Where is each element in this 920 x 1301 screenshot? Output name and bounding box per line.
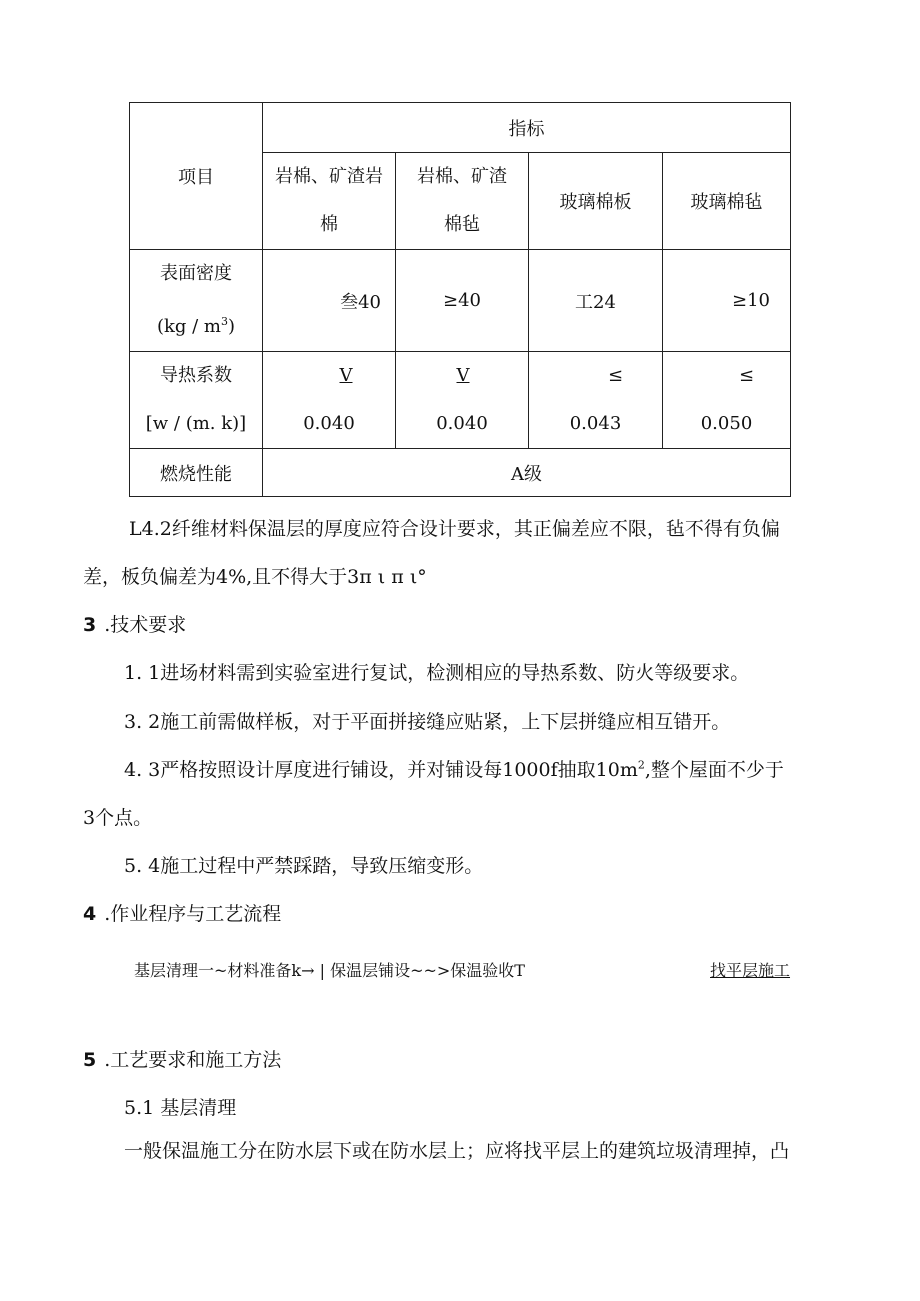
fire-value: A级 bbox=[263, 449, 791, 497]
conductivity-cell bbox=[263, 352, 396, 449]
section-4-number: 4 bbox=[83, 903, 97, 925]
col-glasswool-board: 玻璃棉板 bbox=[529, 153, 663, 250]
section-5-number: 5 bbox=[83, 1049, 97, 1071]
section-5-title: .工艺要求和施工方法 bbox=[104, 1049, 282, 1071]
col-2-line-1: 岩棉、矿渣 bbox=[417, 166, 507, 187]
para-1-4-2-line-2: 差，板负偏差为4%,且不得大于3π ι π ι° bbox=[83, 566, 427, 588]
process-flow: 基层清理一~材料准备k→ | 保温层铺设~~>保温验收T bbox=[134, 961, 525, 980]
row-density-label bbox=[130, 250, 263, 352]
conductivity-label-2: [w / (m. k)] bbox=[145, 413, 247, 434]
header-item: 项目 bbox=[130, 103, 263, 250]
conductivity-symbol: ≤ bbox=[738, 365, 755, 386]
requirement-2: 3. 2施工前需做样板，对于平面拼接缝应贴紧，上下层拼缝应相互错开。 bbox=[124, 711, 731, 733]
col-2-line-2: 棉毡 bbox=[444, 214, 480, 235]
requirement-3-line-2: 3个点。 bbox=[83, 807, 153, 829]
section-3-number: 3 bbox=[83, 614, 97, 636]
conductivity-value: 0.040 bbox=[436, 413, 488, 434]
row-conductivity-label bbox=[130, 352, 263, 449]
section-3-title: .技术要求 bbox=[104, 614, 187, 636]
conductivity-label-1: 导热系数 bbox=[160, 365, 232, 386]
para-1-4-2-line-1: L4.2纤维材料保温层的厚度应符合设计要求，其正偏差应不限，毡不得有负偏 bbox=[129, 518, 780, 540]
subsection-5-1: 5.1 基层清理 bbox=[124, 1097, 237, 1119]
col-1-line-1: 岩棉、矿渣岩 bbox=[275, 166, 383, 187]
col-1-line-2: 棉 bbox=[320, 214, 338, 235]
conductivity-symbol: V bbox=[339, 365, 353, 386]
density-value: ≥10 bbox=[663, 250, 791, 352]
row-fire-label: 燃烧性能 bbox=[130, 449, 263, 497]
col-rockwool-board bbox=[263, 153, 396, 250]
header-group: 指标 bbox=[263, 103, 791, 153]
density-value: 工24 bbox=[529, 250, 663, 352]
density-value: ≥40 bbox=[396, 250, 529, 352]
conductivity-value: 0.040 bbox=[303, 413, 355, 434]
paragraph-5-1: 一般保温施工分在防水层下或在防水层上；应将找平层上的建筑垃圾清理掉，凸 bbox=[124, 1140, 790, 1162]
requirement-1: 1. 1进场材料需到实验室进行复试，检测相应的导热系数、防火等级要求。 bbox=[124, 662, 750, 684]
conductivity-value: 0.043 bbox=[569, 413, 622, 434]
process-flow-leveling: 找平层施工 bbox=[710, 961, 791, 980]
conductivity-cell bbox=[663, 352, 791, 449]
section-3-heading bbox=[83, 610, 186, 637]
spec-table bbox=[129, 102, 791, 497]
conductivity-cell bbox=[396, 352, 529, 449]
section-4-title: .作业程序与工艺流程 bbox=[104, 903, 282, 925]
section-4-heading bbox=[83, 899, 281, 926]
requirement-3-line-1: 4. 3严格按照设计厚度进行铺设，并对铺设每1000f抽取$10m^2$,整个屋面不少于 bbox=[124, 758, 784, 781]
density-label-1: 表面密度 bbox=[160, 263, 232, 284]
section-5-heading bbox=[83, 1045, 281, 1072]
conductivity-value: 0.050 bbox=[700, 413, 753, 434]
col-rockwool-felt bbox=[396, 153, 529, 250]
conductivity-cell bbox=[529, 352, 663, 449]
density-value: 叁40 bbox=[263, 250, 396, 352]
col-glasswool-felt: 玻璃棉毡 bbox=[663, 153, 791, 250]
requirement-4: 5. 4施工过程中严禁踩踏，导致压缩变形。 bbox=[124, 855, 484, 877]
conductivity-symbol: V bbox=[456, 365, 470, 386]
density-label-2: $(kg / m^3)$ bbox=[156, 315, 236, 337]
conductivity-symbol: ≤ bbox=[607, 365, 624, 386]
